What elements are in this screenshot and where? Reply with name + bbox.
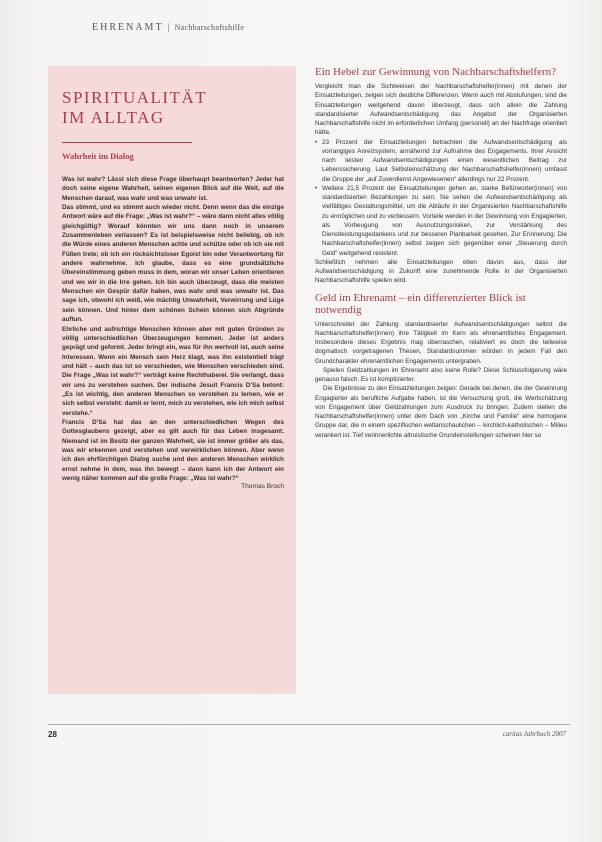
body-paragraph: Spielen Geldzahlungen im Ehrenamt also keine Rolle? Diese Schlussfolgerung wäre genauso falsch. Es ist komplizierter. [315, 366, 567, 383]
body-paragraph: Unterschreitet der Zahlung standardisierter Aufwandsentschädigungen selbst die Nachbarschaftshelfer(innen) ihre Tätigkeit im Kern als ehrenamtliches Engagement. Insbesondere dieses Ergebnis mag überraschen, relativiert es doch die teilweise dogmatisch vorgetragenen Thesen, Standardsummen würden in jedem Fall den Grundcharakter ehrenamtlichen Engagements untergraben. [315, 320, 567, 365]
running-head [92, 22, 244, 33]
box-title-rule [62, 142, 192, 143]
box-title-line1: SPIRITUALITÄT [62, 88, 208, 107]
bullet-item: • Weitere 21,5 Prozent der Einsatzleitungen gehen an, starke Befürworter(innen) von standardisierten Bezahlungen zu sein. Sie sehen die Aufwandsentschädigung als vielfältiges Gestaltungsmittel, um die Abläufe in der Organisierten Nachbarschaftshilfe zu ermöglichen und zu verbessern. Vorteile werden in der Gewinnung von Engagierten, als Vorbeugung von Ausnutzungsrisiken, zur Verstärkung des Dienstleistungsgedankens und zur besseren Planbarkeit gesehen. Zur Erinnerung: Die Nachbarschaftshelfer(innen) selbst zeigen sich gegenüber einer „Steuerung durch Geld“ weitgehend resistent. [315, 184, 567, 258]
box-title [62, 88, 284, 128]
running-head-subsection: Nachbarschaftshilfe [174, 23, 245, 32]
box-paragraph: Das stimmt, und es stimmt auch wieder nicht. Denn wenn das die einzige Antwort wäre auf die Frage: „Was ist wahr?“ – wäre dann nicht alles völlig gleichgültig? Worauf könnten wir uns dann noch in unserem Zusammenleben verlassen? Es ist beispielsweise nicht beliebig, ob ich die Würde eines anderen Menschen achte und schütze oder ob ich sie mit Füßen trete; ob ich ein rücksichtsloser Egoist bin oder Verantwortung für andere wahrnehme. Ich glaube, dass es eine grundsätzliche Übereinstimmung geben muss in dem, woran wir unser Leben orientieren und wo wir in die Irre gehen. Ich bin auch überzeugt, dass die meisten Menschen ein Gespür dafür haben, was wahr und was unwahr ist. Das sage ich, obwohl ich weiß, wie mächtig Unwahrheit, Verwirrung und Lüge sein können. Und hinter dem schönen Schein können sich Abgründe auftun. [62, 204, 284, 324]
box-paragraph: Francis D’Sa hat das an den unterschiedlichen Wegen des Gottesglaubens gezeigt, aber es gilt auch für das Leben insgesamt. Niemand ist im Besitz der ganzen Wahrheit, sie ist immer größer als das, was wir erkennen und verstehen und verwirklichen können. Aber wenn ich den ehrfürchtigen Dialog suche und den anderen Menschen wirklich ernst nehme in dem, was ihn bewegt – dann kann ich der Antwort ein wenig näher kommen auf die große Frage: „Was ist wahr?“ [62, 418, 284, 482]
box-kicker: Wahrheit im Dialog [62, 151, 134, 161]
section-heading: Geld im Ehrenamt – ein differenzierter Blick ist notwendig [315, 291, 526, 316]
section-heading: Ein Hebel zur Gewinnung von Nachbarschaftshelfern? [315, 66, 556, 78]
body-paragraph: Die Ergebnisse zu den Einsatzleitungen zeigen: Gerade bei denen, die der Gewinnung Engagierter als berufliche Aufgabe haben, ist die Versuchung groß, die Wertschätzung von Engagement über Geldzahlungen zum Ausdruck zu bringen. Zudem stellen die Nachbarschaftshelfer(innen) unter dem Dach von „Kirche und Familie“ eine homogene Gruppe dar, die in einem spezifischen weltanschaulichen – kirchlich-katholischen – Milieu verankert ist. Tief verinnerlichte altruistische Grundeinstellungen scheinen hier so [315, 385, 567, 439]
box-paragraph: Was ist wahr? Lässt sich diese Frage überhaupt beantworten? Jeder hat doch seine eigene Wahrheit, seinen eigenen Blick auf die Welt, auf die Menschen darauf, was wahr und was unwahr ist. [62, 176, 284, 202]
spirituality-box [48, 66, 296, 694]
body-paragraph: Vergleicht man die Sichtweisen der Nachbarschaftshelfer(innen) mit denen der Einsatzleitungen, zeigen sich deutliche Differenzen. Wenn auch mit Abstufungen, sind die Einsatzleitungen weitgehend davon überzeugt, dass sich allein die Zahlung standardisierter Aufwandsentschädigung das Angebot der Organisierten Nachbarschaftshilfe nicht im erforderlichen Umfang (personell) an der Nachfrage orientiert hätte. [315, 83, 567, 137]
article-column [315, 66, 567, 440]
page-number: 28 [48, 730, 57, 739]
running-head-separator: | [167, 22, 171, 32]
box-title-line2: IM ALLTAG [62, 108, 165, 127]
magazine-name: caritas Jahrbuch 2007 [502, 730, 566, 738]
box-text [62, 175, 284, 483]
bullet-item: • 23 Prozent der Einsatzleitungen betrachten die Aufwandsentschädigung als vorrangiges Anreizsystem, annähernd zur Aufnahme des Engagements. Ihrer Ansicht nach leisten Aufwandsentschädigungen einen wesentlichen Beitrag zur Lebenssicherung. Laut Selbsteinschätzung der Nachbarschaftshelfer(innen) umfasst die Gruppe der „auf Zuverdienst Angewiesenen“ allerdings nur 22 Prozent. [315, 138, 567, 184]
footer-rule [48, 724, 570, 725]
bullet-list [315, 138, 567, 258]
box-author: Thomas Broch [241, 483, 284, 491]
box-paragraph: Ehrliche und aufrichtige Menschen können aber mit guten Gründen zu völlig unterschiedlichen Überzeugungen kommen. Jeder ist anders geprägt und geformt. Jeder bringt ein, was für ihn wertvoll ist, auch seine Interessen. Wenn ein Mensch sein Herz klagt, was ihn existentiell trägt und hält – auch das ist so verschieden, wie Menschen verschieden sind. Die Frage „Was ist wahr?“ verträgt keine Rechthaberei. Sie verlangt, dass wir uns zu verstehen suchen. Der indische Jesuit Francis D’Sa betont: „Es ist wichtig, den anderen Menschen so verstehen zu lernen, wie er sich selbst versteht: damit er lernt, mich zu verstehen, wie ich mich selbst verstehe.“ [62, 325, 284, 417]
running-head-section: EHRENAMT [92, 22, 164, 33]
body-paragraph: Schließlich nehmen alle Einsatzleitungen eben davon aus, dass der Aufwandsentschädigung in Zukunft eine zunehmende Rolle in der Organisierten Nachbarschaftshilfe spielen wird. [315, 258, 567, 285]
